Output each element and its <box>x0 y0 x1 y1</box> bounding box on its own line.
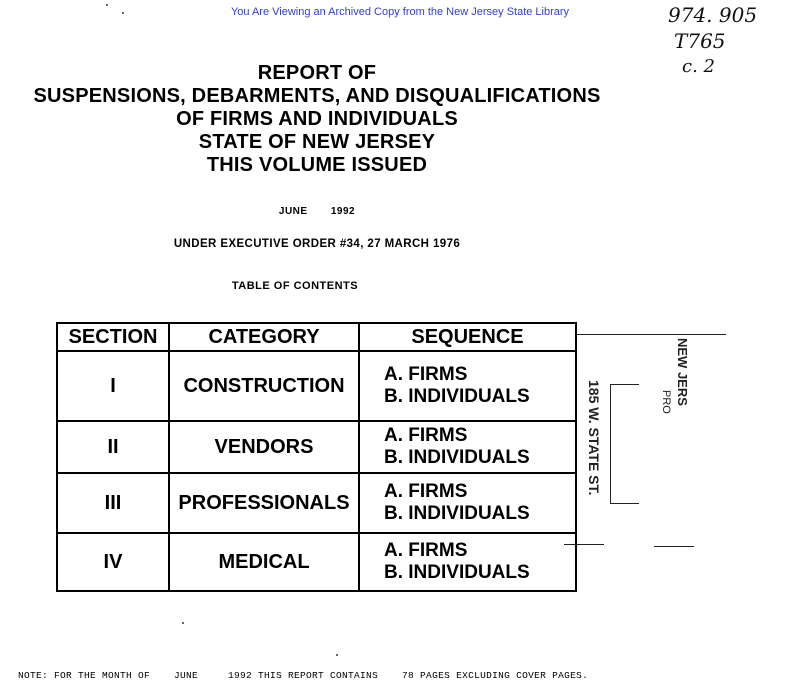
table-row <box>57 473 576 533</box>
title-line: SUSPENSIONS, DEBARMENTS, AND DISQUALIFICATIONS <box>33 85 601 107</box>
section-cell: III <box>57 473 169 533</box>
table-row <box>57 421 576 473</box>
report-title <box>0 62 634 177</box>
table-row <box>57 533 576 591</box>
library-stamp <box>564 324 734 554</box>
sequence-individuals: B. INDIVIDUALS <box>384 447 530 468</box>
sequence-individuals: B. INDIVIDUALS <box>384 503 530 524</box>
header-category: CATEGORY <box>169 323 359 351</box>
issue-month: JUNE <box>278 206 308 217</box>
scan-speck <box>336 654 338 656</box>
header-sequence: SEQUENCE <box>359 323 576 351</box>
sequence-individuals: B. INDIVIDUALS <box>384 562 530 583</box>
title-line: OF FIRMS AND INDIVIDUALS <box>176 108 458 130</box>
call-number <box>668 2 778 80</box>
call-number-line-1: 974. 905 <box>668 3 758 27</box>
sequence-cell <box>359 351 576 421</box>
header-section: SECTION <box>57 323 169 351</box>
scan-speck <box>106 4 108 6</box>
sequence-cell <box>359 533 576 591</box>
category-cell: CONSTRUCTION <box>169 351 359 421</box>
title-line: THIS VOLUME ISSUED <box>206 154 428 176</box>
issue-date <box>0 206 634 217</box>
title-line: REPORT OF <box>257 62 377 84</box>
table-header-row <box>57 323 576 351</box>
category-cell: MEDICAL <box>169 533 359 591</box>
sequence-firms: A. FIRMS <box>384 364 468 385</box>
table-row <box>57 351 576 421</box>
section-cell: I <box>57 351 169 421</box>
call-number-line-2: T765 <box>674 29 726 53</box>
archive-banner[interactable]: You Are Viewing an Archived Copy from the New Jersey State Library <box>230 6 570 18</box>
sequence-firms: A. FIRMS <box>384 540 468 561</box>
contents-table <box>56 322 577 592</box>
title-line: STATE OF NEW JERSEY <box>198 131 436 153</box>
section-cell: II <box>57 421 169 473</box>
stamp-fragment: PRO <box>660 390 672 414</box>
section-cell: IV <box>57 533 169 591</box>
call-number-line-3: c. 2 <box>682 56 715 77</box>
category-cell: PROFESSIONALS <box>169 473 359 533</box>
scan-speck <box>122 12 124 14</box>
issue-year: 1992 <box>330 206 356 217</box>
stamp-address: 185 W. STATE ST. <box>586 380 602 496</box>
sequence-individuals: B. INDIVIDUALS <box>384 386 530 407</box>
scan-speck <box>182 622 184 624</box>
page-count-note: NOTE: FOR THE MONTH OF JUNE 1992 THIS REPORT CONTAINS 78 PAGES EXCLUDING COVER PAGES. <box>18 670 589 681</box>
category-cell: VENDORS <box>169 421 359 473</box>
sequence-firms: A. FIRMS <box>384 481 468 502</box>
sequence-cell <box>359 473 576 533</box>
sequence-cell <box>359 421 576 473</box>
sequence-firms: A. FIRMS <box>384 425 468 446</box>
stamp-new-jersey: NEW JERS <box>675 338 690 406</box>
toc-heading: TABLE OF CONTENTS <box>231 280 359 292</box>
executive-order: UNDER EXECUTIVE ORDER #34, 27 MARCH 1976 <box>173 238 461 250</box>
